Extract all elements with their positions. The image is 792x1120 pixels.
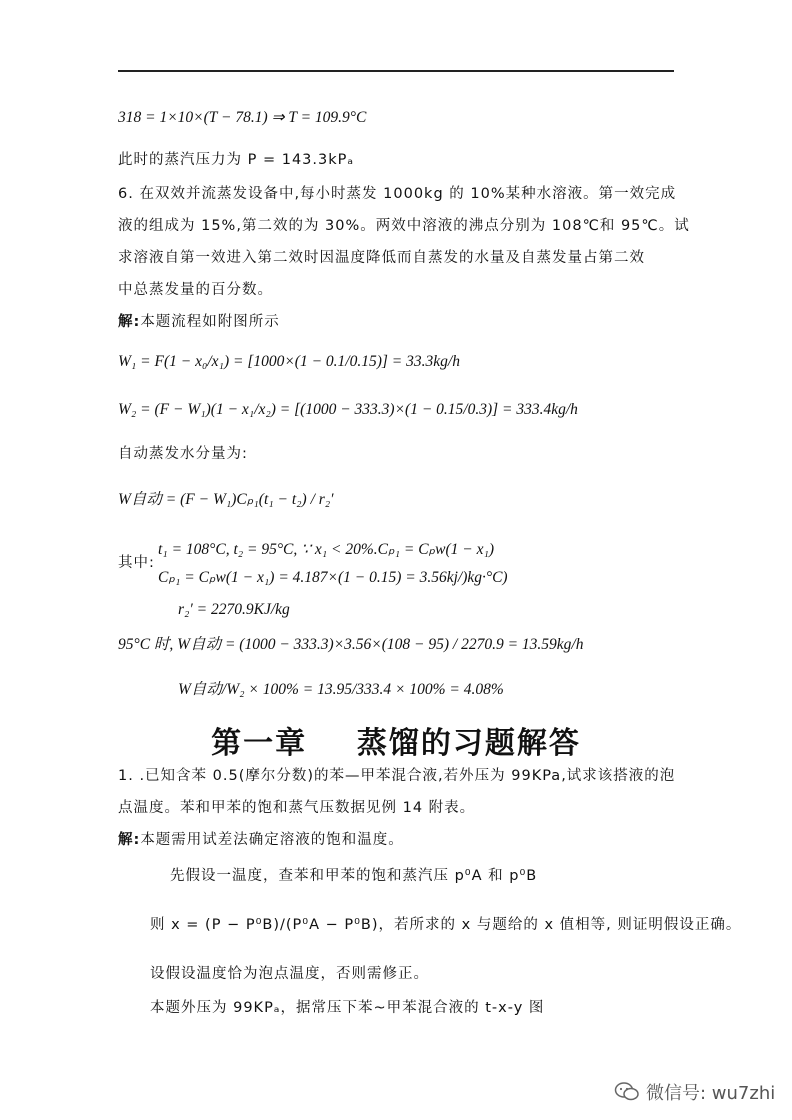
self-evaporation-heading: 自动蒸发水分量为: (118, 446, 248, 462)
external-pressure-line: 本题外压为 99KPₐ，据常压下苯~甲苯混合液的 t-x-y 图 (150, 1000, 545, 1016)
wechat-icon (614, 1081, 640, 1103)
chapter-title: 第一章 蒸馏的习题解答 (211, 726, 581, 761)
equation-cp1: Cₚ₁ = Cₚw(1 − x₁) = 4.187×(1 − 0.15) = 3.56kj/)kg·°C) (158, 569, 508, 586)
mole-fraction-equation-line: 则 x = (P − P⁰B)/(P⁰A − P⁰B)，若所求的 x 与题给的 x 值相等, 则证明假设正确。 (150, 917, 742, 933)
problem-1-line-1: 1. .已知含苯 0.5(摩尔分数)的苯—甲苯混合液,若外压为 99KPa,试求该搭液的泡 (118, 768, 676, 784)
equation-w-self: W自动 = (F − W₁)Cₚ₁(t₁ − t₂) / r₂′ (118, 491, 334, 508)
equation-w1: W₁ = F(1 − x₀/x₁) = [1000×(1 − 0.1/0.15)] = 33.3kg/h (118, 353, 460, 370)
problem-6-line-1: 6. 在双效并流蒸发设备中,每小时蒸发 1000kg 的 10%某种水溶液。第一效完成 (118, 186, 677, 202)
vapor-pressure-line: 此时的蒸汽压力为 P = 143.3kPₐ (118, 152, 355, 168)
equation-w2: W₂ = (F − W₁)(1 − x₁/x₂) = [(1000 − 333.3)×(1 − 0.15/0.3)] = 333.4kg/h (118, 401, 578, 418)
solution-2-intro (118, 830, 404, 850)
problem-1-line-2: 点温度。苯和甲苯的饱和蒸气压数据见例 14 附表。 (118, 800, 476, 816)
solution-label: 解: (118, 314, 141, 330)
problem-6-line-3: 求溶液自第一效进入第二效时因温度降低而自蒸发的水量及自蒸发量占第二效 (118, 250, 645, 266)
problem-6-line-4: 中总蒸发量的百分数。 (118, 282, 273, 298)
equation-percentage: W自动/W₂ × 100% = 13.95/333.4 × 100% = 4.08% (178, 681, 504, 698)
bubble-point-line: 设假设温度恰为泡点温度，否则需修正。 (150, 966, 429, 982)
header-rule (118, 70, 674, 72)
solution-2-label: 解: (118, 832, 141, 848)
equation-r2: r₂′ = 2270.9KJ/kg (178, 601, 290, 618)
equation-w-self-result: 95°C 时, W自动 = (1000 − 333.3)×3.56×(108 − 95) / 2270.9 = 13.59kg/h (118, 636, 584, 653)
solution-2-text: 本题需用试差法确定溶液的饱和温度。 (140, 832, 404, 848)
where-label: 其中: (118, 555, 155, 571)
solution-intro (118, 312, 280, 332)
solution-intro-text: 本题流程如附图所示 (140, 314, 280, 330)
equation-temperature: 318 = 1×10×(T − 78.1) ⇒ T = 109.9°C (118, 109, 367, 126)
problem-6-line-2: 液的组成为 15%,第二效的为 30%。两效中溶液的沸点分别为 108℃和 95℃。试 (118, 218, 690, 234)
equation-conditions: t₁ = 108°C, t₂ = 95°C, ∵ x₁ < 20%.Cₚ₁ = Cₚw(1 − x₁) (158, 541, 495, 558)
assume-temperature-line: 先假设一温度，查苯和甲苯的饱和蒸汽压 p⁰A 和 p⁰B (170, 868, 538, 884)
wechat-watermark (614, 1078, 775, 1106)
watermark-text: 微信号: wu7zhi (646, 1083, 776, 1104)
